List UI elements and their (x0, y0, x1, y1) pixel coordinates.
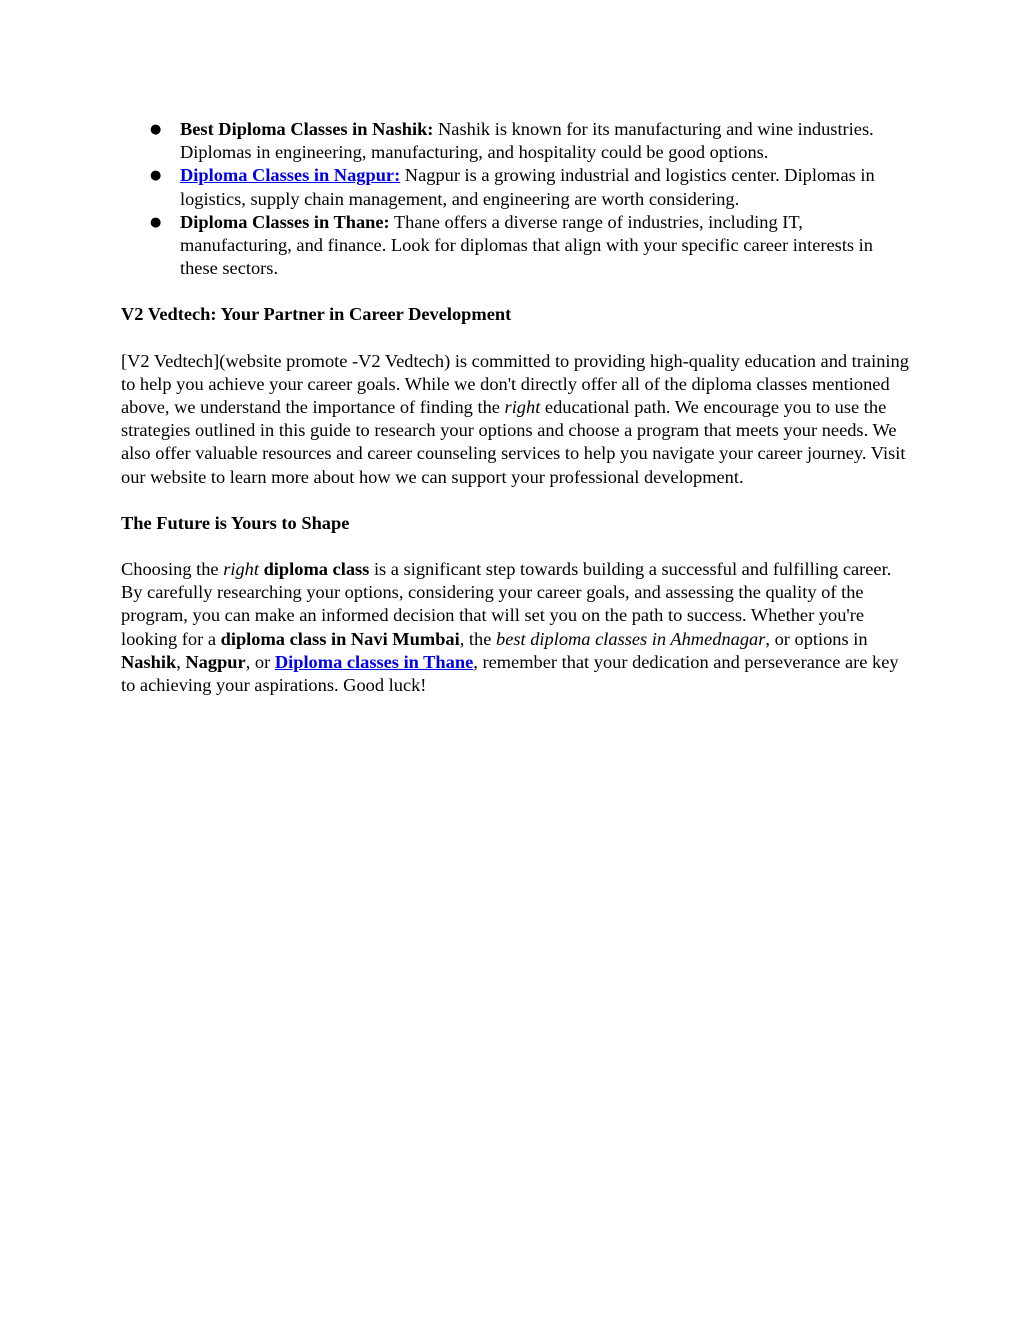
paragraph-text: , remember that your dedication and perseverance are key to achieving your aspirations. Good luck! (121, 651, 899, 696)
paragraph-text: , or options in (765, 628, 868, 649)
list-item (121, 164, 911, 210)
paragraph (121, 350, 911, 489)
bold-text: Nashik (121, 651, 177, 672)
list-item-text: Thane offers a diverse range of industries, including IT, manufacturing, and finance. Look for diplomas that align with your specific career interests in these sectors. (180, 211, 873, 279)
list-item (121, 118, 911, 164)
paragraph-text: Choosing the (121, 559, 224, 580)
bullet-icon: ● (150, 168, 162, 184)
paragraph-text: , the (459, 628, 496, 649)
section-heading: The Future is Yours to Shape (121, 512, 350, 533)
paragraph-text: educational path. We encourage you to use the strategies outlined in this guide to research your options and choose a program that meets your needs. We also offer valuable resources and career counseling services to help you navigate your career journey. Visit our website to learn more about how we can support your professional development. (121, 397, 906, 487)
emphasis-text: best diploma classes in Ahmednagar (496, 628, 766, 649)
list-item (121, 211, 911, 281)
nagpur-link[interactable]: Diploma Classes in Nagpur: (180, 165, 401, 186)
section-heading: V2 Vedtech: Your Partner in Career Development (121, 304, 512, 325)
paragraph (121, 558, 911, 697)
paragraph-text: [V2 Vedtech](website promote -V2 Vedtech) is committed to providing high-quality education and training to help you achieve your career goals. While we don't directly offer all of the diploma classes mentioned above, we understand the importance of finding the (121, 350, 909, 418)
emphasis-text: right (504, 397, 541, 418)
bullet-icon: ● (150, 122, 162, 137)
emphasis-text: right (223, 559, 259, 580)
bold-text: diploma class (263, 559, 370, 580)
list-item-text: Nashik is known for its manufacturing and wine industries. Diplomas in engineering, manufacturing, and hospitality could be good options. (180, 119, 874, 163)
bold-text: diploma class in Navi Mumbai (220, 628, 460, 649)
thane-link[interactable]: Diploma classes in Thane (274, 651, 474, 672)
bullet-icon: ● (150, 214, 162, 230)
bullet-list (121, 118, 911, 280)
bold-text: Nagpur (185, 651, 246, 672)
list-item-title: Best Diploma Classes in Nashik: (180, 119, 434, 139)
paragraph-text: , or (245, 651, 275, 672)
list-item-title: Diploma Classes in Thane: (180, 211, 390, 232)
paragraph-text: , (176, 651, 186, 672)
paragraph-text: is a significant step towards building a successful and fulfilling career. By carefully researching your options, considering your career goals, and assessing the quality of the program, you can make an informed decision that will set you on the path to success. Whether you're looking for a (121, 559, 892, 649)
list-item-text: Nagpur is a growing industrial and logistics center. Diplomas in logistics, supply chain management, and engineering are worth considering. (180, 165, 875, 209)
document-page (121, 118, 911, 697)
